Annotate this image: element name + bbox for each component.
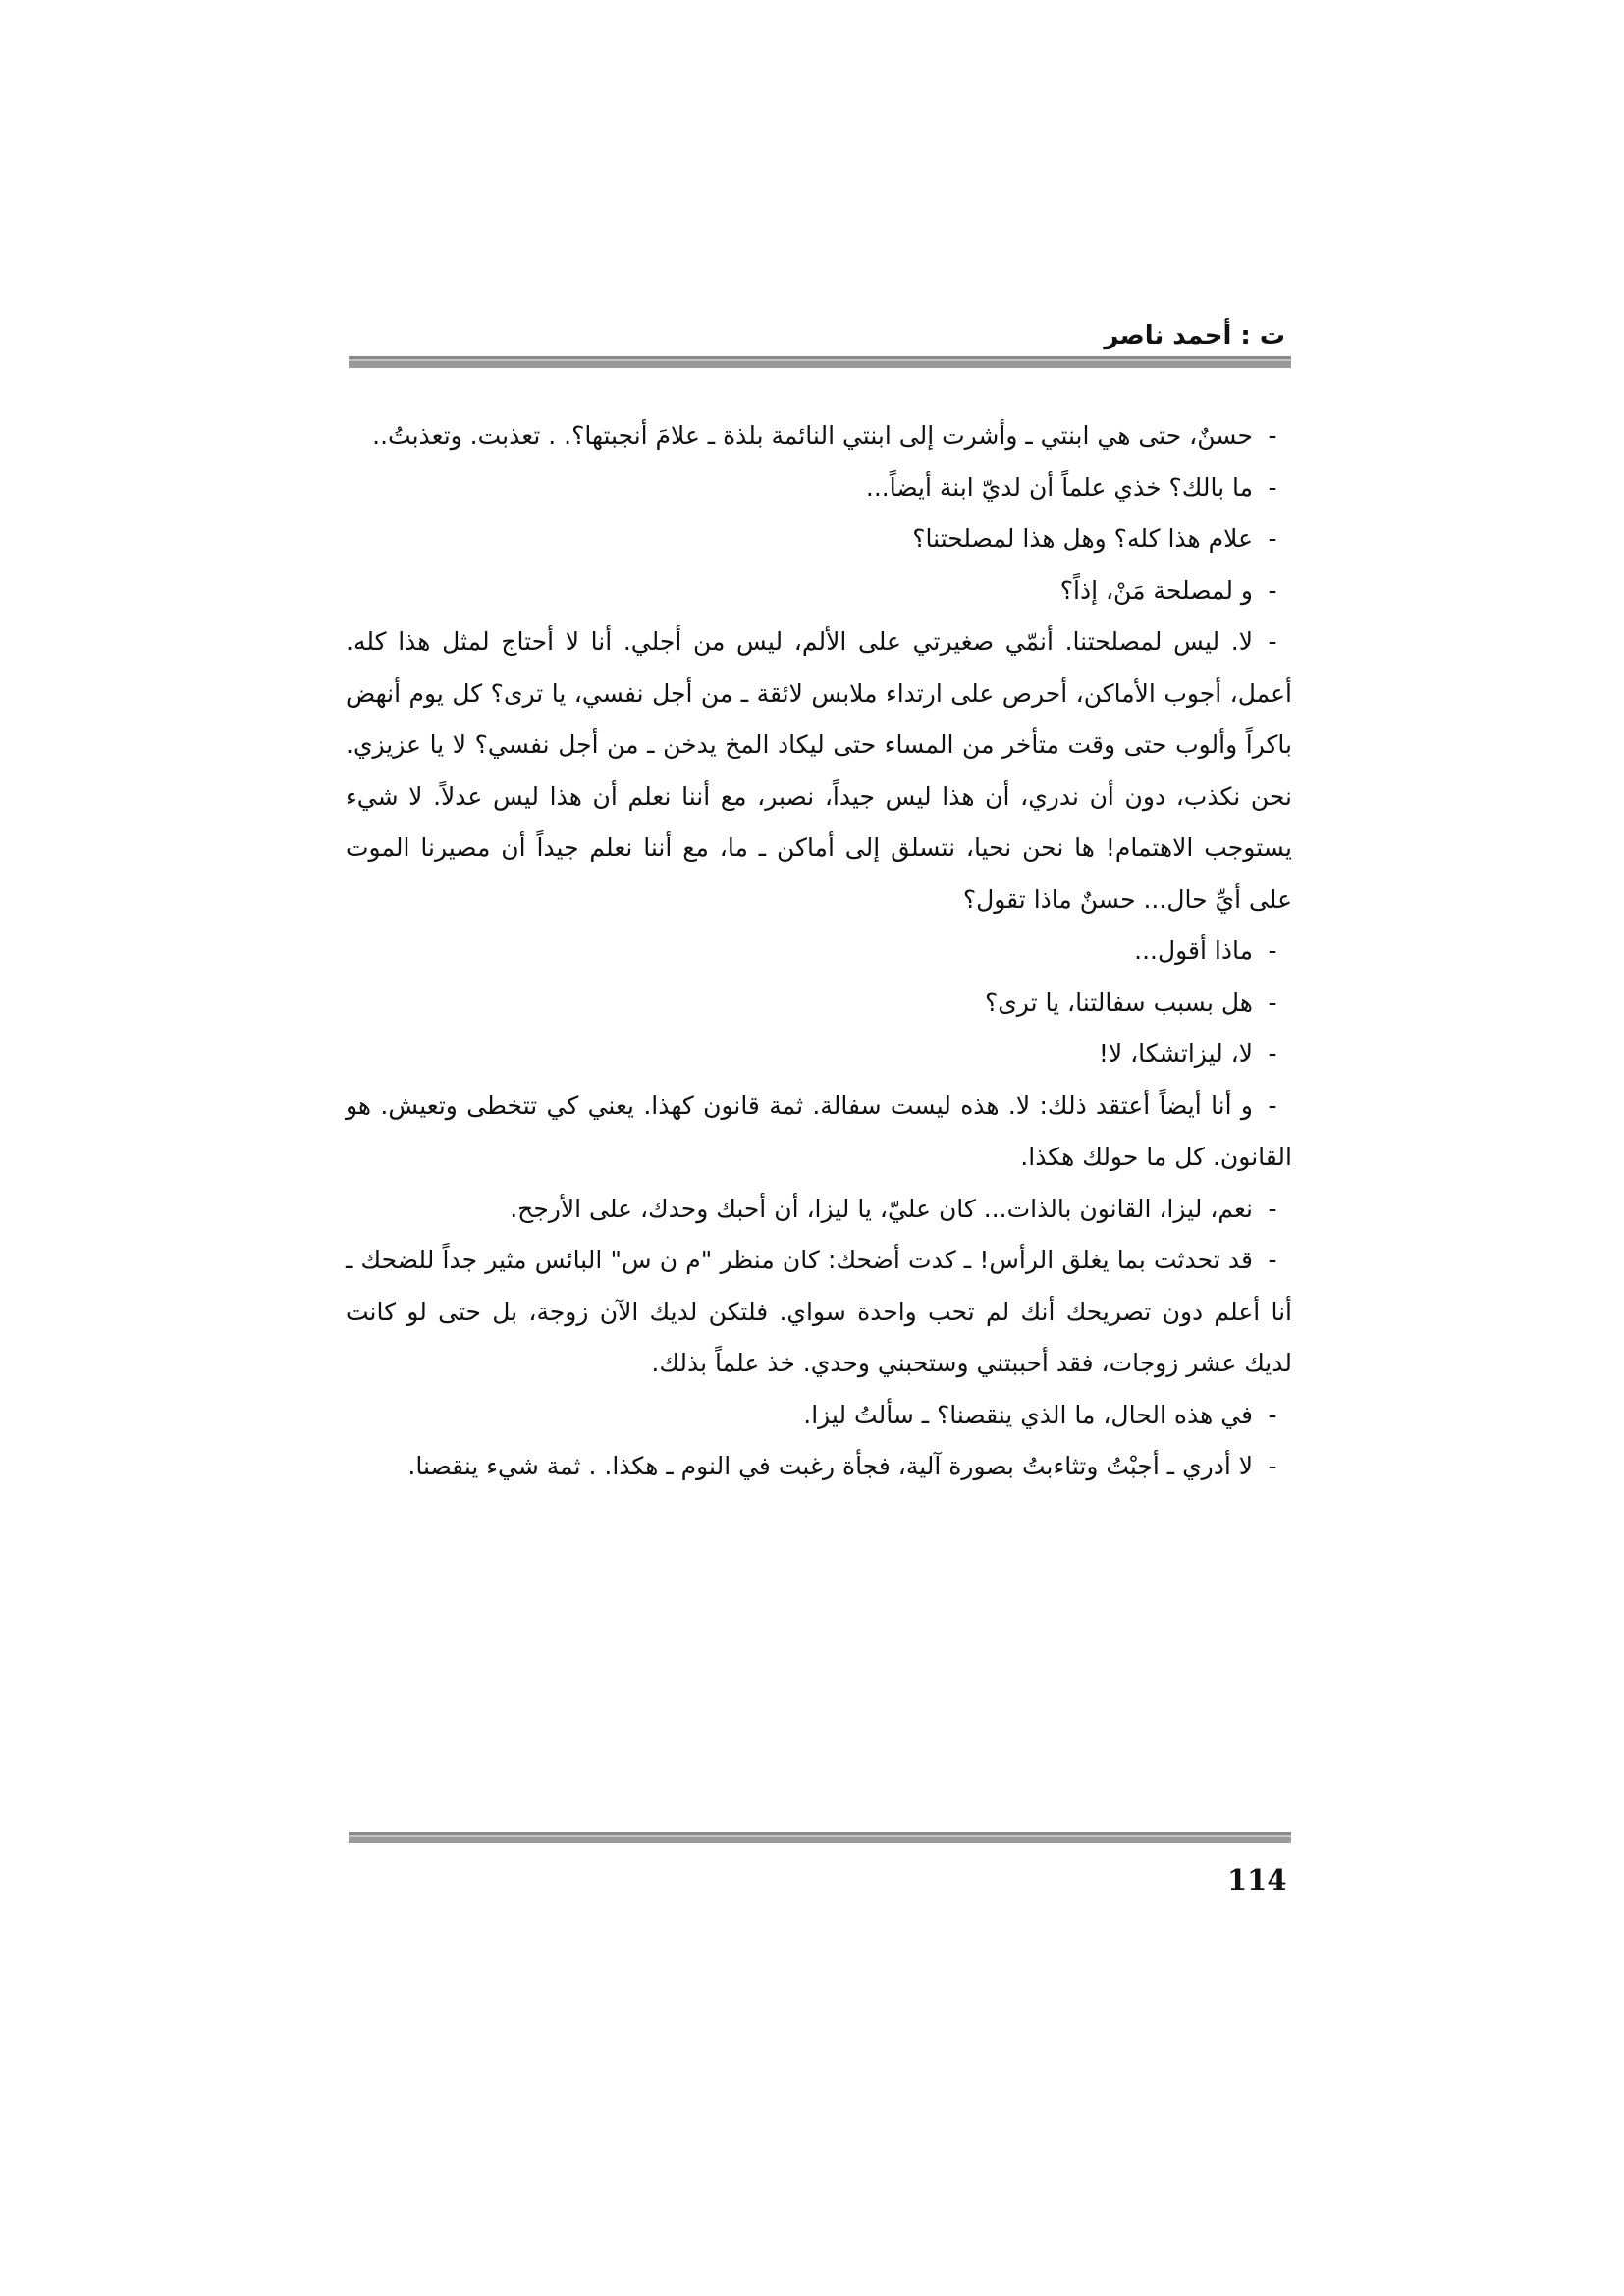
dialog-dash: -: [1268, 1194, 1277, 1223]
dialog-dash: -: [1268, 421, 1277, 450]
header-rule: [349, 356, 1291, 368]
paragraph-10: [346, 1184, 1292, 1236]
dialog-dash: -: [1268, 1246, 1277, 1274]
body-text: [346, 410, 1292, 1493]
dialog-dash: -: [1268, 627, 1277, 656]
page-number: 114: [1227, 1863, 1287, 1896]
paragraph-text: لا، ليزاتشكا، لا!: [1098, 1040, 1253, 1068]
paragraph-11: [346, 1235, 1292, 1390]
paragraph-text: لا أدري ـ أجبْتُ وتثاءبتُ بصورة آلية، فجأة رغبت في النوم ـ هكذا. . ثمة شيء ينقصنا.: [407, 1452, 1253, 1480]
paragraph-6: [346, 926, 1292, 978]
dialog-dash: -: [1268, 1400, 1277, 1429]
paragraph-12: [346, 1390, 1292, 1442]
paragraph-text: نعم، ليزا، القانون بالذات... كان عليّ، يا ليزا، أن أحبك وحدك، على الأرجح.: [510, 1194, 1253, 1223]
dialog-dash: -: [1268, 988, 1277, 1017]
dialog-dash: -: [1268, 1040, 1277, 1068]
paragraph-text: حسنٌ، حتى هي ابنتي ـ وأشرت إلى ابنتي النائمة بلذة ـ علامَ أنجبتها؟. . تعذبت. وتعذبتُ..: [372, 421, 1253, 450]
dialog-dash: -: [1268, 575, 1277, 605]
paragraph-text: و لمصلحة مَنْ، إذاً؟: [1059, 575, 1253, 605]
paragraph-8: [346, 1029, 1292, 1081]
paragraph-text: ما بالك؟ خذي علماً أن لديّ ابنة أيضاً...: [865, 472, 1253, 502]
dialog-dash: -: [1268, 1091, 1277, 1120]
paragraph-13: [346, 1441, 1292, 1493]
paragraph-text: و أنا أيضاً أعتقد ذلك: لا. هذه ليست سفالة. ثمة قانون كهذا. يعني كي تتخطى وتعيش. هو القانون. كل ما حولك هكذا.: [346, 1091, 1292, 1171]
dialog-dash: -: [1268, 524, 1277, 553]
paragraph-4: [346, 565, 1292, 617]
running-header-translator: ت : أحمد ناصر: [1104, 321, 1285, 350]
paragraph-text: ماذا أقول...: [1134, 936, 1253, 965]
paragraph-text: علام هذا كله؟ وهل هذا لمصلحتنا؟: [912, 524, 1253, 553]
dialog-dash: -: [1268, 1452, 1277, 1480]
paragraph-7: [346, 978, 1292, 1030]
dialog-dash: -: [1268, 936, 1277, 965]
footer-rule: [349, 1832, 1291, 1843]
paragraph-text: لا. ليس لمصلحتنا. أنمّي صغيرتي على الألم، ليس من أجلي. أنا لا أحتاج لمثل هذا كله. أعمل، أجوب الأماكن، أحرص على ارتداء ملابس لائقة ـ من أجل نفسي، يا ترى؟ كل يوم أنهض باكراً وألوب حتى وقت متأخر من المساء حتى ليكاد المخ يدخن ـ من أجل نفسي؟ لا يا عزيزي. نحن نكذب، دون أن ندري، أن هذا ليس جيداً، نصبر، مع أننا نعلم أن هذا ليس عدلاً. لا شيء يستوجب الاهتمام! ها نحن نحيا، نتسلق إلى أماكن ـ ما، مع أننا نعلم جيداً أن مصيرنا الموت على أيِّ حال... حسنٌ ماذا تقول؟: [346, 627, 1292, 914]
paragraph-2: [346, 462, 1292, 514]
paragraph-1: [346, 410, 1292, 462]
paragraph-3: [346, 513, 1292, 565]
dialog-dash: -: [1268, 472, 1277, 502]
paragraph-5: [346, 616, 1292, 926]
paragraph-text: في هذه الحال، ما الذي ينقصنا؟ ـ سألتُ ليزا.: [803, 1400, 1253, 1429]
paragraph-text: قد تحدثت بما يغلق الرأس! ـ كدت أضحك: كان منظر "م ن س" البائس مثير جداً للضحك ـ أنا أعلم دون تصريحك أنك لم تحب واحدة سواي. فلتكن لديك الآن زوجة، بل حتى لو كانت لديك عشر زوجات، فقد أحببتني وستحبني وحدي. خذ علماً بذلك.: [346, 1246, 1292, 1377]
paragraph-text: هل بسبب سفالتنا، يا ترى؟: [984, 988, 1253, 1017]
paragraph-9: [346, 1081, 1292, 1184]
